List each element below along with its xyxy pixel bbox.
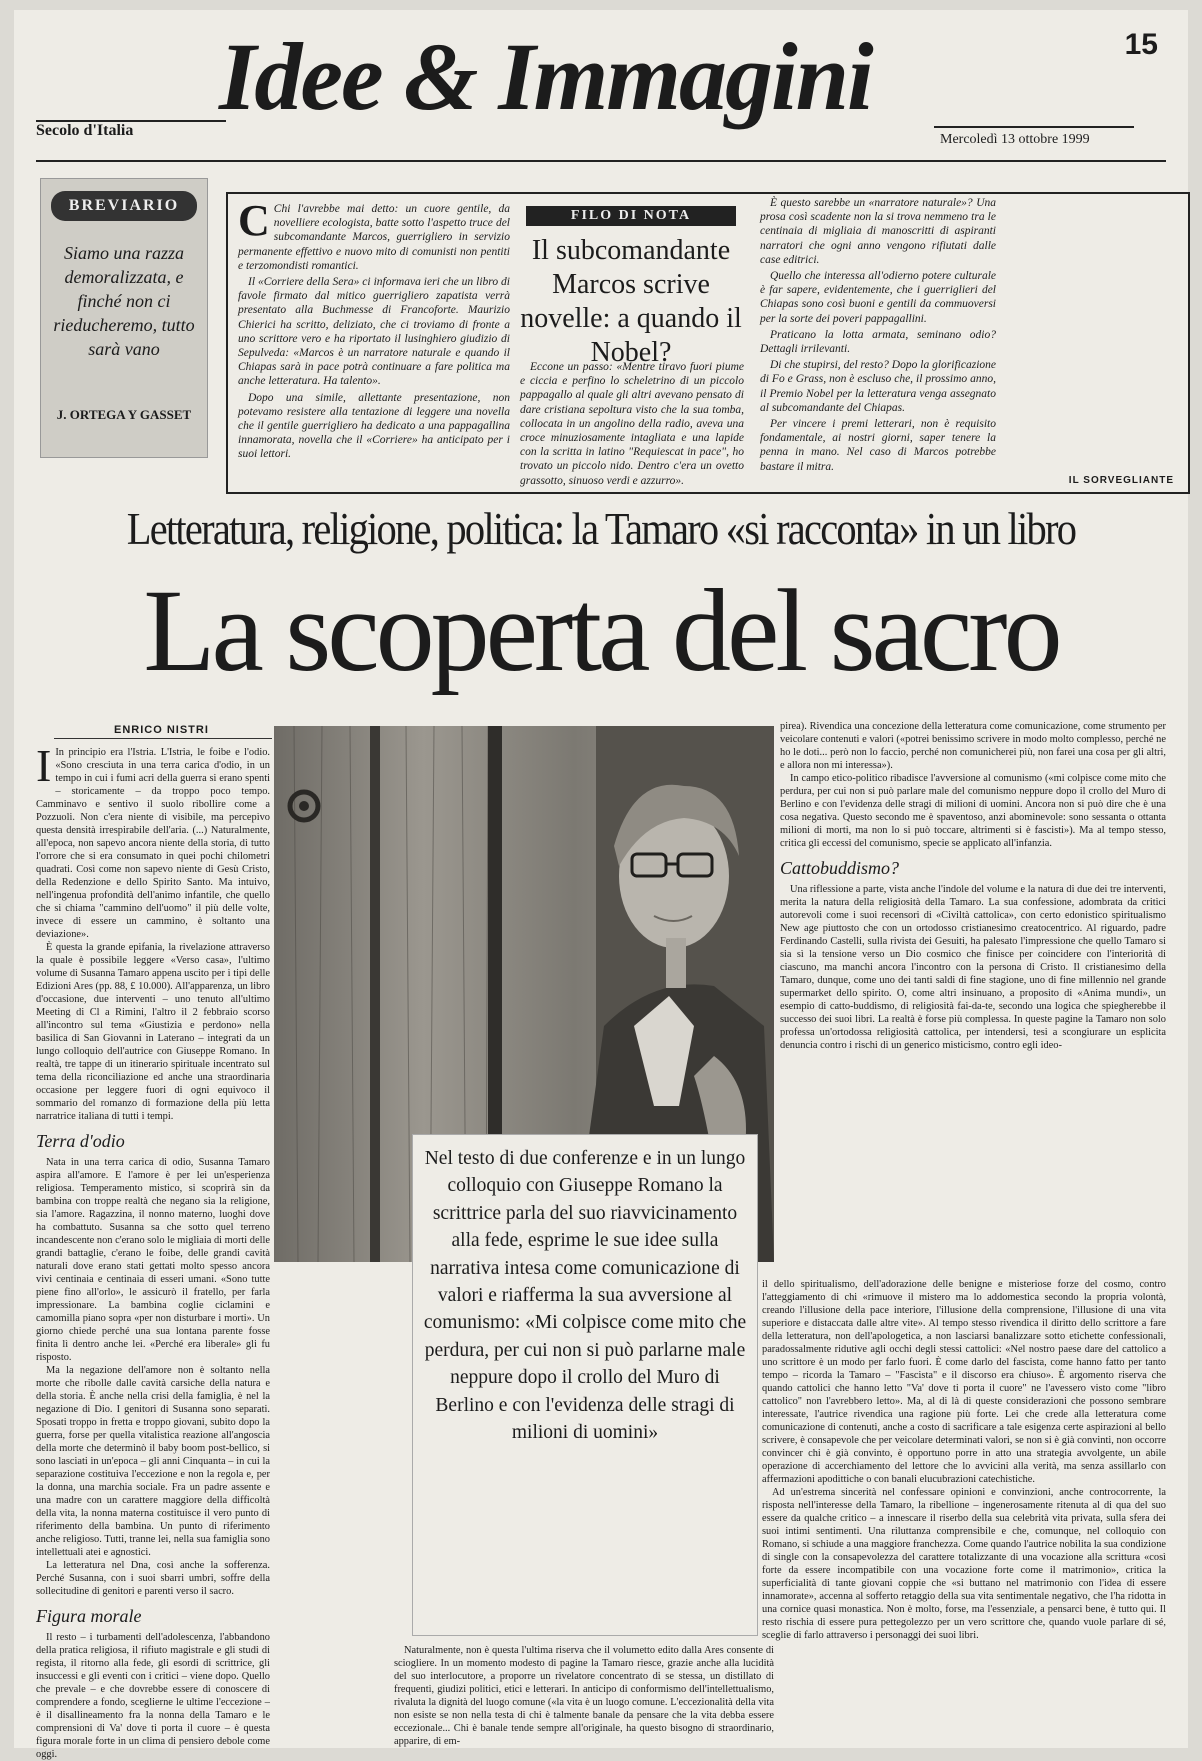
filo-di-nota-box [226, 192, 1190, 494]
terra-p1: Nata in una terra carica di odio, Susanna Tamaro aspira all'amore. E l'amore è per lei un'esperienza religiosa. Temperamento mistico, si scoprirà sin da bambina con troppe realtà che negano sia la religione, sia l'amore. Ragazzina, il nonno materno, luoghi dove ha combattuto. Susanna sa che sotto quel terreno incandescente non c'erano solo le migliaia di morti delle grandi battaglie, c'erano le foibe, delle grandi cavità naturali dove erano stati gettati molto spesso ancora vivi centinaia e centinaia di esseri umani. «Sono tutte piene fino all'orlo», le assicurò il fratello, per farla impressionare. La bambina coglie ciclamini e camomilla piano sopra «per non disturbare i morti». Un giorno chiede perché una sua lontana parente fosse finita lì dentro anche lei. «Perché era liberale» gli fu risposto. [36, 1157, 270, 1363]
byline: ENRICO NISTRI [114, 724, 209, 736]
filo-col1-p2: Il «Corriere della Sera» ci informava ieri che un libro di favole firmato dal mitico guerrigliero zapatista verrà presentato alla Buchmesse di Francoforte. Maurizio Chierici ha scritto, deliziato, che ci troviamo di fronte a uno scrittore vero e ha riportato il lusinghiero giudizio di Sepulveda: «Marcos è un narratore naturale e quando il Chiapas sarà in pace potrà continuare a fare politica ma anche letteratura. Ha talento». [238, 276, 510, 388]
col4-p2: Ad un'estrema sincerità nel confessare opinioni e convinzioni, anche controcorrente, la risposta nell'interesse della Tamaro, la ribellione – ingenerosamente ritenuta al di qua del suo essere da qualche critico – a innescare il riserbo della sua celebrità vita privata, sulla sfera dei suoi intimi sentimenti. Una riluttanza comprensibile e che, comunque, nel colloquio con Romano, si schiude a una maggiore franchezza. Come quando l'autrice nobilita la sua condizione di single con la consapevolezza del carattere totalizzante di una vocazione alla scrittura «così forte da essere incompatibile con una vocazione forte come il matrimonio», critica la superficialità di tante giovani coppie che «si buttano nel matrimonio con l'idea di essere innamorate», accenna al sofferto retaggio della sua vita sentimentale negativo, che l'ha ridotta in una cornice quasi monastica. Non è molto, forse, ma l'essenziale, a pensarci bene, è tutto qui. Il resto rischia di essere pura pettegolezzo per un vero scrittore che, quando vuole parlare di sé, sceglie di farlo attraverso i personaggi dei suoi libri. [762, 1487, 1166, 1641]
filo-col-3 [760, 196, 996, 476]
pull-quote-text: Nel testo di due conferenze e in un lungo colloquio con Giuseppe Romano la scrittrice parla del suo riavvicinamento alla fede, esprime le sue idee sulla narrativa intesa come comunicazione di valori e riafferma la sua avversione al comunismo: «Mi colpisce come mito che perdura, per cui non si può parlarne male neppure dopo il crollo del Muro di Berlino e con l'evidenza delle stragi di milioni di uomini» [423, 1148, 747, 1444]
filo-signature: IL SORVEGLIANTE [1068, 475, 1174, 486]
drop-cap: C [238, 196, 270, 245]
filo-col3-p2: Quello che interessa all'odierno potere culturale è far sapere, evidentemente, che i guerriglieri del Chiapas sono così buoni e gentili da commuoversi per la sorte dei poveri pappagallini. [760, 270, 996, 325]
terra-p2: Ma la negazione dell'amore non è soltanto nella morte che ribolle dalle cavità carsiche della natura e della storia. È anche nella crisi della famiglia, è nel la negazione di Dio. I genitori di Susanna sono separati. Sposati troppo in fretta e troppo giovani, subito dopo la guerra, forse per quella vitalistica reazione all'angoscia della morte che determinò il baby boom post-bellico, si sono lasciati in un'epoca – gli anni Cinquanta – in cui la separazione costituiva l'eccezione e non la regola e, per la donna, una marchia sociale. Fra un padre assente e una madre con un carattere maggiore della difficoltà della vita, la nonna materna costituisce il vero punto di riferimento della bambina. Un punto di riferimento anche religioso. Tutti, tranne lei, nella sua famiglia sono intellettuali atei e agnostici. [36, 1365, 270, 1558]
article-column-4 [762, 1278, 1166, 1740]
col3-p1: pirea). Rivendica una concezione della letteratura come comunicazione, come strumento per veicolare contenuti e valori («potrei benissimo scrivere in modo molto complesso, perché ne ho le doti... però non lo faccio, perché non comunicherei più, non farei una cosa per gli altri, e allora non mi interessa»). [780, 721, 1166, 771]
masthead-divider [36, 160, 1166, 162]
filo-col-1 [238, 196, 510, 464]
col3-p2: In campo etico-politico ribadisce l'avversione al comunismo («mi colpisce come mito che perdura, per cui non si può parlare male del comunismo neppure dopo il crollo del Muro di Berlino e con l'evidenza delle stragi di milioni di uomini. Ancora non si può dire che è una cosa negativa. Questo secondo me è spaventoso, anzi abominevole: sono sessanta o ottanta milioni di morti, ma non lo si può toccare, altrimenti si è fascisti»). Ma al tempo stesso, critica gli eccessi del comunismo, specie se applicato all'infanzia. [780, 773, 1166, 849]
article-kicker: Letteratura, religione, politica: la Tamaro «si racconta» in un libro [126, 503, 1076, 554]
subhead-figura-morale: Figura morale [36, 1606, 142, 1626]
filo-col3-p4: Di che stupirsi, del resto? Dopo la glorificazione di Fo e Grass, non è escluso che, il prossimo anno, il Premio Nobel per la letteratura venga assegnato al subcomandante del Chiapas. [760, 359, 996, 414]
publication-date: Mercoledì 13 ottobre 1999 [940, 132, 1090, 147]
breviario-label: BREVIARIO [51, 191, 197, 221]
filo-col3-p3: Praticano la lotta armata, seminano odio? Dettagli irrilevanti. [760, 328, 996, 356]
filo-col3-p1: È questo sarebbe un «narratore naturale»? Una prosa così scadente non la si trova nemmeno tra le centinaia di migliaia di manoscritti di aspiranti narratori che ogni anno vengono rifiutati dalle case editrici. [760, 197, 996, 266]
filo-di-nota-headline: Il subcomandante Marcos scrive novelle: a quando il Nobel? [520, 235, 742, 368]
col2-bottom-p1: Naturalmente, non è questa l'ultima riserva che il volumetto edito dalla Ares consente di sciogliere. In un momento modesto di pagine la Tamaro riesce, grazie anche alla lucidità del suo interlocutore, a proporre un rivelatore concentrato di se stessa, un distillato di frequenti, giudizi politici, etici e letterari. In anticipo di conformismo dell'intellettualismo, rivaluta la dignità del luogo comune («la vita è un luogo comune. L'eccezionalità della vita non esiste se non nella testa di chi è talmente banale da pensare che la vita debba essere eccezionale... Chi è banale tende sempre all'originale, ha questo bisogno di straordinario, apparire, di em- [394, 1645, 774, 1747]
subhead-terra-d-odio: Terra d'odio [36, 1131, 125, 1151]
breviario-box [40, 178, 208, 458]
filo-col1-p1: Chi l'avrebbe mai detto: un cuore gentile, da novelliere ecologista, batte sotto l'aspetto truce del subcomandante Marcos, guerrigliero in servizio permanente effettivo e nuovo mito di comunisti non pentiti e terzomondisti romantici. [238, 203, 510, 272]
terra-p3: La letteratura nel Dna, così anche la sofferenza. Perché Susanna, con i suoi sbarri umbri, soffre della sollecitudine di genitori e parenti verso il sacro. [36, 1560, 270, 1597]
filo-col1-p3: Dopo una simile, allettante presentazione, non potevamo resistere alla tentazione di leggere una novella che il gentile guerrigliero ha dedicato a una pappagallina innamorata, novella che il «Corriere» ha anticipato per i suoi lettori. [238, 391, 510, 461]
breviario-author: J. ORTEGA Y GASSET [56, 407, 192, 422]
photo-caption-spacer [276, 1266, 406, 1356]
page-number: 15 [1124, 28, 1158, 61]
article-column-1: I In principio era l'Istria. L'Istria, le foibe e l'odio. «Sono cresciuta in una terra carica d'odio, in un tempo in cui i fumi acri della guerra si erano spenti – storicamente – da troppo poco tempo. Camminavo e sentivo il suolo ribollire come a Pozzuoli. Non c'era niente di visibile, ma percepivo questa densità irrespirabile dell'aria. (...) Naturalmente, all'epoca, non sapevo ancora niente della storia, di tutto l'orrore che si era consumato in quei pochi chilometri quadrati. Così come non sapevo niente di Gesù Cristo, della Redenzione e dello Spirito Santo. Ma intuivo, nell'ingenua profondità dell'animo infantile, che quello che si chiama "cammino dell'uomo" il più delle volte, invece di essere un cammino, è soltanto una deviazione». È questa la grande epifania, la rivelazione attraverso la quale è possibile leggere «Verso casa», l'ultimo volume di Susanna Tamaro appena uscito per i tipi delle Edizioni Ares (pp. 88, £ 10.000). All'apparenza, un libro d'occasione, due interventi – uno tenuto all'ultimo Meeting di Cl a Rimini, l'altro il 2 febbraio scorso all'incontro sul tema «Giustizia e perdono» nella basilica di San Giovanni in Laterano – integrati da un lungo colloquio dell'autrice con Giuseppe Romano. In realtà, tre tappe di un itinerario spirituale incentrato sul tema della riconciliazione ed anche una straordinaria occasione per leggere fuori di ogni equivoco il sommario del romanzo di formazione della più letta narratrice italiana di tutti i tempi. Terra d'odio Nata in una terra carica di odio, Susanna Tamaro aspira all'amore. E l'amore è per lei un'esperienza religiosa. Temperamento mistico, si scoprirà sin da bambina con troppe realtà che negano sia la religione, sia l'amore. Ragazzina, il nonno materno, luoghi dove ha combattuto. Susanna sa che sotto quel terreno incandescente non c'erano solo le migliaia di morti delle grandi battaglie, c'erano le foibe, delle grandi cavità naturali dove erano stati gettati molto spesso ancora vivi centinaia e centinaia di esseri umani. «Sono tutte piene fino all'orlo», le assicurò il fratello, per farla impressionare. La bambina coglie ciclamini e camomilla piano sopra «per non disturbare i morti». Un giorno chiede perché una sua lontana parente fosse finita lì dentro anche lei. «Perché era liberale» gli fu risposto. Ma la negazione dell'amore non è soltanto nella morte che ribolle dalle cavità carsiche della natura e della storia. È anche nella crisi della famiglia, è nel la negazione di Dio. I genitori di Susanna sono separati. Sposati troppo in fretta e troppo giovani, subito dopo la guerra, forse per quella vitalistica reazione all'angoscia della morte che determinò il baby boom post-bellico, si sono lasciati in un'epoca – gli anni Cinquanta – in cui la separazione costituiva l'eccezione e non la regola e, per la donna, una marchia sociale. Fra un padre assente e una madre con un carattere maggiore della difficoltà della vita, la nonna materna costituisce il vero punto di riferimento della bambina. Un punto di riferimento anche religioso. Tutti, tranne lei, nella sua famiglia sono intellettuali atei e agnostici. La letteratura nel Dna, così anche la sofferenza. Perché Susanna, con i suoi sbarri umbri, soffre della sollecitudine di genitori e parenti verso il sacro. Figura morale Il resto – i turbamenti dell'adolescenza, l'abbandono della pratica religiosa, il rifiuto magistrale e gli studi di regista, il ritorno alla fede, gli esordi di scrittrice, gli insuccessi e gli eventi con i critici – viene dopo. Quello che prevale – e che dovrebbe essere di conoscere di comprendere a fondo, sceglierne le ultime l'eccezione – è il disallineamento fra la nonna della Tamaro e le comprensioni di Va' dove ti porta il cuore – è questa figura morale forte in un clima di pensiero debole come oggi. [36, 740, 270, 1760]
col4-p1: il dello spiritualismo, dell'adorazione delle benigne e misteriose forze del cosmo, contro l'atteggiamento di chi «rimuove il mistero ma lo addomestica secondo la propria volontà, creando l'illusione della pace interiore, l'illusione della comprensione, l'illusione di una vita superiore e distaccata dalle altre vite». Al tempo stesso rivendica il diritto dello scrittore a fare della letteratura, non dell'apologetica, a non lasciarsi banalizzare sotto etichette confessionali, paradossalmente ridutive agli occhi degli stessi cattolici: «Nel nostro paese dare del cattolico a uno scrittore è un modo per farlo fuori. È come darlo del fascista, come hanno fatto per tanto tempo – ricorda la Tamaro – "Fascista" e il discorso era chiuso». È argomento riserva che quando cattolici che hanno letto "Va' dove ti porta il cuore" ne l'avessero visto come "libro cattolico" non l'avrebbero letto». Ma, al di là di queste considerazioni che possono sembrare interessate, l'autrice rivendica una ragione più forte. Lei che crede alla letteratura come comunicazione di contenuti, anche a costo di sacrificare a tale esigenza certe aspirazioni al bello scrivere, è consapevole che per veicolare determinati valori, se non si è già convinti, non occorre convincer chi è già convinto, è opportuno porre in atto una strategia avvolgente, un abile operazione di accerchiamento del lettore che lo avvicini alla verità, ma senza assillarlo con affermazioni apodittiche o con banali elucubrazioni catechistiche. [762, 1279, 1166, 1485]
filo-di-nota-label: FILO DI NOTA [526, 206, 736, 226]
intro-p1: In principio era l'Istria. L'Istria, le foibe e l'odio. «Sono cresciuta in una terra carica d'odio, in un tempo in cui i fumi acri della guerra si erano spenti – storicamente – da troppo poco tempo. Camminavo e sentivo il suolo ribollire come a Pozzuoli. Non c'era niente di visibile, ma percepivo questa densità irrespirabile dell'aria. (...) Naturalmente, all'epoca, non sapevo ancora niente della storia, di tutto l'orrore che si era consumato in quei pochi chilometri quadrati. Così come non sapevo niente di Gesù Cristo, della Redenzione e dello Spirito Santo. Ma intuivo, nell'ingenua profondità dell'animo infantile, che quello che si chiama "cammino dell'uomo" il più delle volte, invece di essere un cammino, è soltanto una deviazione». [36, 747, 270, 940]
figura-p1: Il resto – i turbamenti dell'adolescenza, l'abbandono della pratica religiosa, il rifiuto magistrale e gli studi di regista, il ritorno alla fede, gli esordi di scrittrice, gli insuccessi e gli eventi con i critici – viene dopo. Quello che prevale – e che dovrebbe essere di conoscere di comprendere a fondo, sceglierne le ultime l'eccezione – è il disallineamento fra la nonna della Tamaro e le comprensioni di Va' dove ti porta il cuore – è questa figura morale forte in un clima di pensiero debole come oggi. [36, 1632, 270, 1760]
col3-p3: Una riflessione a parte, vista anche l'indole del volume e la natura di due dei tre interventi, merita la natura della religiosità della Tamaro. La sua confessione, adombrata da critici autorevoli come i suoi recensori di «Civiltà cattolica», con certo edonistico spiritualismo New age piuttosto che con un ortodosso cristianesimo creatocentrico. Al riguardo, padre Ferdinando Castelli, sulla rivista dei Gesuiti, ha palesato l'impressione che quello Tamaro si sia sì la tensione verso un Dio cosmico che finisce per coincidere con l'interiorità di ciascuno, ma manchi ancora l'incontro con la persona di Cristo. Il cristianesimo della Tamaro, dunque, come uno dei tanti saldi di fine stagione, uno di fine millennio nel grande supermarket dello spirito. O, come altri insinuano, a proposito di «Anima mundi», un esempio di catto-buddismo, di religiosità fai-da-te, secondo una logica che spiegherebbe il successo dei suoi libri. La realtà è forse più complessa. In queste pagine la Tamaro non solo professa un'ortodossa religiosità cattolica, per intendersi, tesi a scongiurare un esplicita denuncia contro i rischi di un generico misticismo, contro egli ideo- [780, 884, 1166, 1051]
intro-p2: È questa la grande epifania, la rivelazione attraverso la quale è possibile leggere «Verso casa», l'ultimo volume di Susanna Tamaro appena uscito per i tipi delle Edizioni Ares (pp. 88, £ 10.000). All'apparenza, un libro d'occasione, due interventi – uno tenuto all'ultimo Meeting di Cl a Rimini, l'altro il 2 febbraio scorso all'incontro sul tema «Giustizia e perdono» nella basilica di San Giovanni in Laterano – integrati da un lungo colloquio dell'autrice con Giuseppe Romano. In realtà, tre tappe di un itinerario spirituale incentrato sul tema della riconciliazione ed anche una straordinaria occasione per leggere fuori di ogni equivoco il sommario del romanzo di formazione della più letta narratrice italiana di tutti i tempi. [36, 942, 270, 1122]
paper-name: Secolo d'Italia [36, 122, 134, 139]
article-column-2-bottom [394, 1644, 774, 1747]
byline-rule [54, 738, 272, 739]
masthead [14, 10, 1188, 160]
article-headline: La scoperta del sacro [143, 565, 1059, 696]
section-title: Idee & Immagini [219, 23, 872, 130]
filo-col-2 [520, 360, 744, 490]
article-column-3 [780, 720, 1166, 1276]
breviario-quote: Siamo una razza demoralizzata, e finché non ci rieducheremo, tutto sarà vano [53, 243, 195, 359]
filo-col2-p1: Eccone un passo: «Mentre tiravo fuori piume e ciccia e perfino lo scheletrino di un piccolo pappagallo al quale gli altri avevano pensato di dare cristiana sepoltura visto che la sua tomba, collocata in un angolino della radio, aveva una croce minuziosamente intagliata e una lapide con la scritta in latino "Requiescat in pace", ho trovato un piccolo nido. Dentro c'era un ovetto grassotto, sinuoso verdi e azzurro». [520, 361, 744, 487]
pull-quote-box [412, 1134, 758, 1636]
newspaper-page [14, 10, 1188, 1760]
masthead-rule-right [934, 126, 1134, 128]
subhead-cattobuddismo: Cattobuddismo? [780, 858, 900, 878]
filo-col3-p5: Per vincere i premi letterari, non è requisito fondamentale, ai nostri giorni, saper tenere la penna in mano. Nel caso di Marcos potrebbe bastare il mitra. [760, 418, 996, 473]
